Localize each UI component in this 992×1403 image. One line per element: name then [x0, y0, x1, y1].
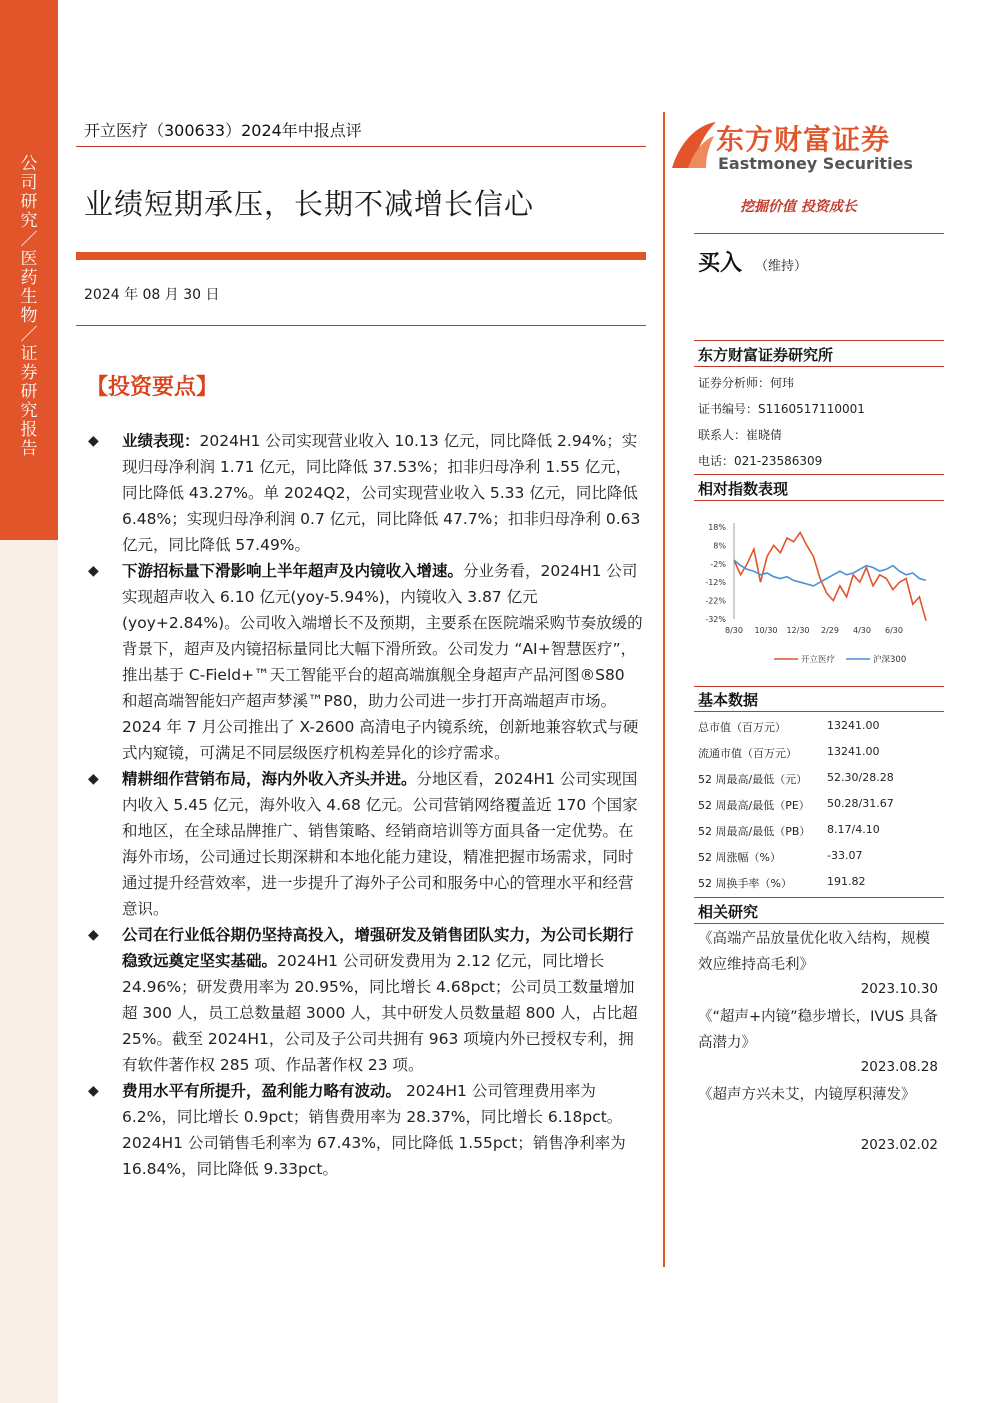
key-point	[88, 1078, 644, 1182]
basic-data-value: 13241.00	[827, 745, 880, 758]
y-tick-label: -32%	[705, 615, 726, 624]
x-tick-label: 2/29	[821, 626, 839, 635]
y-tick-label: -2%	[710, 559, 726, 569]
basic-data-label: 52 周最高/最低（元）	[698, 773, 808, 786]
date-divider	[76, 325, 646, 326]
legend-label: 沪深300	[873, 655, 907, 665]
basic-data-label: 52 周涨幅（%）	[698, 851, 781, 864]
rating-sub: （维持）	[755, 259, 808, 274]
basic-data-divider-bottom	[694, 711, 944, 712]
basic-data-value: 13241.00	[827, 719, 880, 732]
key-point-heading: 精耕细作营销布局，海内外收入齐头并进。	[122, 770, 417, 788]
basic-data-divider	[694, 686, 944, 687]
basic-data-label: 总市值（百万元）	[698, 721, 786, 734]
key-point	[88, 428, 644, 558]
y-tick-label: 18%	[708, 523, 726, 532]
chart-title: 相对指数表现	[698, 480, 789, 498]
x-tick-label: 12/30	[786, 626, 810, 635]
section-heading: 【投资要点】	[86, 375, 219, 400]
basic-data-title: 基本数据	[698, 691, 759, 709]
key-point-heading: 公司在行业低谷期仍坚持高投入，增强研发及销售团队实力，为公司长期行稳致远奠定坚实基础。	[122, 926, 634, 970]
key-point	[88, 922, 644, 1078]
related-divider	[694, 897, 944, 898]
key-point-body: 2024H1 公司研发费用为 2.12 亿元，同比增长 24.96%；研发费用率为 20.95%，同比增长 4.68pct；公司员工数量增加超 300 人，员工总数量超 3000 人，其中研发人员数量超 800 人，占比超 25%。截至 2024H1，公司及子公司共拥有 963 项境内外已授权专利，拥有软件著作权 285 项、作品著作权 23 项。	[122, 952, 638, 1074]
basic-data-row	[698, 844, 944, 870]
institute-divider-bottom	[694, 366, 944, 367]
key-points-list	[88, 428, 644, 1182]
key-point-body: 分地区看，2024H1 公司实现国内收入 5.45 亿元，海外收入 4.68 亿元。公司营销网络覆盖近 170 个国家和地区，在全球品牌推广、销售策略、经销商培训等方面具备一定优势。在海外市场，公司通过长期深耕和本地化能力建设，精准把握市场需求，同时通过提升经营效率，进一步提升了海外子公司和服务中心的管理水平和经营意识。	[122, 770, 638, 918]
relative-performance-chart	[694, 512, 944, 672]
sidebar-category	[0, 0, 58, 540]
brand-name-en: Eastmoney Securities	[718, 154, 913, 173]
key-point-heading: 费用水平有所提升，盈利能力略有波动。	[122, 1082, 402, 1100]
related-report-date: 2023.02.02	[860, 1137, 938, 1153]
y-tick-label: -12%	[705, 578, 726, 588]
basic-data-label: 52 周最高/最低（PE）	[698, 799, 810, 812]
sidebar-label: 公司研究／医药生物／证券研究报告	[20, 154, 38, 459]
diamond-bullet-icon: ◆	[88, 433, 99, 449]
cert-number: 证书编号：S1160517110001	[698, 402, 865, 416]
report-date: 2024 年 08 月 30 日	[84, 287, 220, 303]
x-tick-label: 10/30	[754, 626, 778, 635]
diamond-bullet-icon: ◆	[88, 563, 99, 579]
legend-label: 开立医疗	[801, 655, 836, 665]
basic-data-row	[698, 740, 944, 766]
related-title: 相关研究	[698, 903, 759, 921]
key-point	[88, 766, 644, 922]
basic-data-row	[698, 870, 944, 896]
x-tick-label: 4/30	[853, 626, 871, 635]
basic-data-value: 50.28/31.67	[827, 797, 894, 810]
brand-name: 东方财富证券	[716, 123, 891, 156]
diamond-bullet-icon: ◆	[88, 927, 99, 943]
basic-data-row	[698, 766, 944, 792]
column-divider	[663, 112, 665, 1267]
diamond-bullet-icon: ◆	[88, 1083, 99, 1099]
diamond-bullet-icon: ◆	[88, 771, 99, 787]
basic-data-label: 流通市值（百万元）	[698, 747, 797, 760]
basic-data-value: 8.17/4.10	[827, 823, 880, 836]
institute-name: 东方财富证券研究所	[698, 346, 834, 364]
key-point-body: 分业务看，2024H1 公司实现超声收入 6.10 亿元(yoy-5.94%)，内镜收入 3.87 亿元(yoy+2.84%)。公司收入端增长不及预期，主要系在医院端采购节奏放缓的背景下，超声及内镜招标量同比大幅下滑所致。公司发力 “AI+智慧医疗”，推出基于 C-Field+™天工智能平台的超高端旗舰全身超声产品河图®S80 和超高端智能妇产超声梦溪™P80，助力公司进一步打开高端超声市场。2024 年 7 月公司推出了 X-2600 高清电子内镜系统，创新地兼容软式与硬式内窥镜，可满足不同层级医疗机构差异化的诊疗需求。	[122, 562, 643, 762]
y-tick-label: -22%	[705, 596, 726, 606]
institute-divider	[694, 340, 944, 341]
header-divider	[76, 146, 646, 147]
x-tick-label: 6/30	[885, 626, 903, 635]
rating-label: 买入	[698, 251, 743, 276]
basic-data-label: 52 周换手率（%）	[698, 877, 792, 890]
related-report-date: 2023.10.30	[860, 981, 938, 997]
basic-data-value: 52.30/28.28	[827, 771, 894, 784]
related-report-title[interactable]: 《超声方兴未艾，内镜厚积薄发》	[698, 1087, 916, 1103]
related-report-title[interactable]: 《“超声+内镜”稳步增长，IVUS 具备高潜力》	[698, 1009, 938, 1051]
basic-data-label: 52 周最高/最低（PB）	[698, 825, 811, 838]
basic-data-row	[698, 792, 944, 818]
basic-data-row	[698, 714, 944, 740]
title-bar	[76, 252, 646, 260]
key-point	[88, 558, 644, 766]
chart-divider-bottom	[694, 500, 944, 501]
x-tick-label: 8/30	[725, 626, 743, 635]
page-title: 业绩短期承压，长期不减增长信心	[84, 187, 535, 221]
basic-data-row	[698, 818, 944, 844]
key-point-body: 2024H1 公司实现营业收入 10.13 亿元，同比降低 2.94%；实现归母净利润 1.71 亿元，同比降低 37.53%；扣非归母净利 1.55 亿元，同比降低 43.27%。单 2024Q2，公司实现营业收入 5.33 亿元，同比降低 6.48%；实现归母净利润 0.7 亿元，同比降低 47.7%；扣非归母净利 0.63 亿元，同比降低 57.49%。	[122, 432, 641, 554]
related-report-date: 2023.08.28	[860, 1059, 938, 1075]
brand-slogan: 挖掘价值 投资成长	[740, 199, 857, 215]
basic-data-value: -33.07	[827, 849, 863, 862]
contact: 联系人：崔晓倩	[698, 428, 783, 442]
key-point-heading: 下游招标量下滑影响上半年超声及内镜收入增速。	[122, 562, 464, 580]
rating-top-divider	[694, 233, 944, 234]
report-type: 开立医疗（300633）2024年中报点评	[84, 121, 362, 140]
analyst: 证券分析师：何玮	[698, 376, 795, 390]
related-divider-bottom	[694, 923, 944, 924]
related-report-title[interactable]: 《高端产品放量优化收入结构，规模效应维持高毛利》	[698, 931, 930, 973]
chart-divider	[694, 474, 944, 475]
phone: 电话：021-23586309	[698, 454, 823, 468]
y-tick-label: 8%	[713, 541, 726, 551]
key-point-heading: 业绩表现：	[122, 432, 200, 450]
basic-data-value: 191.82	[827, 875, 866, 888]
key-point-body: 2024H1 公司管理费用率为 6.2%，同比增长 0.9pct；销售费用率为 28.37%，同比增长 6.18pct。2024H1 公司销售毛利率为 67.43%，同比降低 1.55pct；销售净利率为 16.84%，同比降低 9.33pct。	[122, 1082, 626, 1178]
